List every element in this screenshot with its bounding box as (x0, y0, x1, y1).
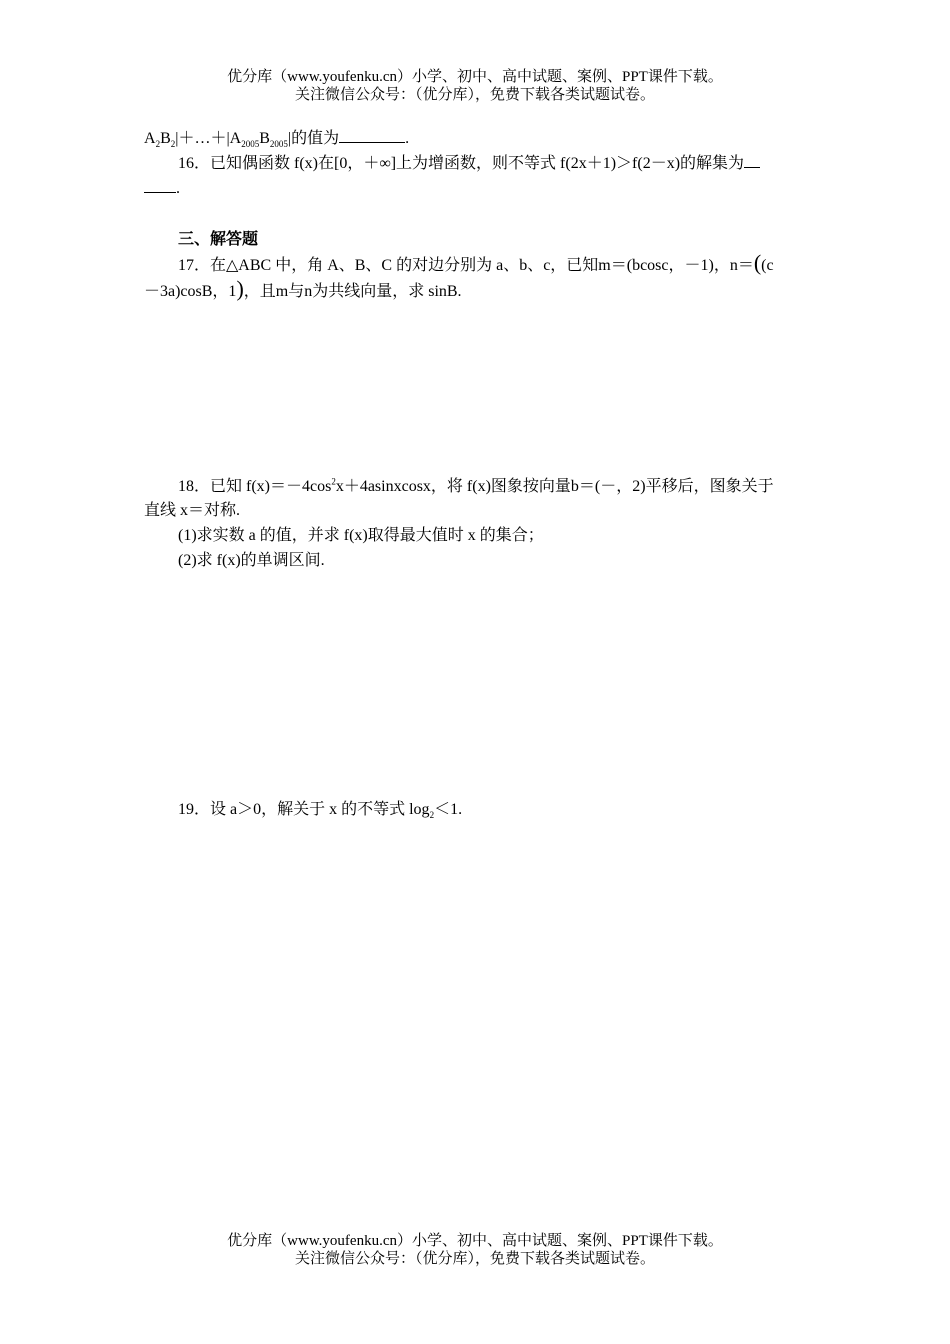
text: 19．设 a＞0，解关于 x 的不等式 log (178, 801, 430, 818)
subscript: 2005 (269, 139, 288, 150)
text: ＜1. (434, 801, 463, 818)
text: |＋…＋|A (175, 130, 242, 147)
text: . (176, 180, 180, 197)
paren: ( (753, 250, 762, 275)
question-17-line-1 (178, 250, 774, 276)
answer-blank (744, 153, 760, 168)
text: －3a)cosB，1 (144, 283, 237, 300)
question-16-continued (144, 178, 180, 199)
subscript: 2 (170, 139, 176, 150)
question-text: 17．在△ABC 中，角 A、B、C 的对边分别为 a、b、c，已知m＝(bcosc，－1)，n＝ (178, 257, 754, 274)
text: 18．已知 f(x)＝－4cos (178, 478, 332, 495)
text: x＋4asinxcosx，将 f(x)图象按向量b＝(－，2)平移后，图象关于 (335, 478, 774, 495)
subscript: 2005 (241, 139, 260, 150)
section-title: 三、解答题 (178, 231, 259, 248)
page-footer (0, 1232, 950, 1268)
subscript: 2 (155, 139, 161, 150)
superscript: 2 (331, 476, 336, 487)
question-text: 16．已知偶函数 f(x)在[0，＋∞]上为增函数，则不等式 f(2x＋1)＞f(2－x)的解集为 (178, 155, 745, 172)
question-18-line-2: 直线 x＝对称. (144, 502, 241, 519)
text: B (160, 130, 171, 147)
question-16 (178, 153, 760, 174)
question-18-line-1 (178, 477, 774, 497)
text: A (144, 130, 156, 147)
page-header (0, 68, 950, 104)
footer-line-2: 关注微信公众号：（优分库），免费下载各类试题试卷。 (294, 1251, 655, 1267)
subscript: 2 (429, 810, 435, 821)
text: ，且m与n为共线向量，求 sinB. (243, 283, 462, 300)
header-line-2: 关注微信公众号：（优分库），免费下载各类试题试卷。 (294, 87, 655, 103)
question-19 (178, 800, 462, 820)
text: |的值为 (287, 130, 340, 147)
question-18-part-2: (2)求 f(x)的单调区间. (178, 552, 325, 569)
question-17-line-2 (144, 276, 462, 302)
header-line-1: 优分库（www.youfenku.cn）小学、初中、高中试题、案例、PPT课件下载。 (227, 69, 723, 85)
footer-line-1: 优分库（www.youfenku.cn）小学、初中、高中试题、案例、PPT课件下载。 (227, 1233, 723, 1249)
paren: ) (236, 276, 244, 301)
text: B (259, 130, 270, 147)
answer-blank (339, 128, 405, 143)
text: (c (761, 257, 774, 274)
answer-blank (144, 178, 176, 193)
question-15-tail (144, 128, 409, 149)
question-18-part-1: (1)求实数 a 的值，并求 f(x)取得最大值时 x 的集合； (178, 527, 544, 544)
text: . (405, 130, 410, 147)
